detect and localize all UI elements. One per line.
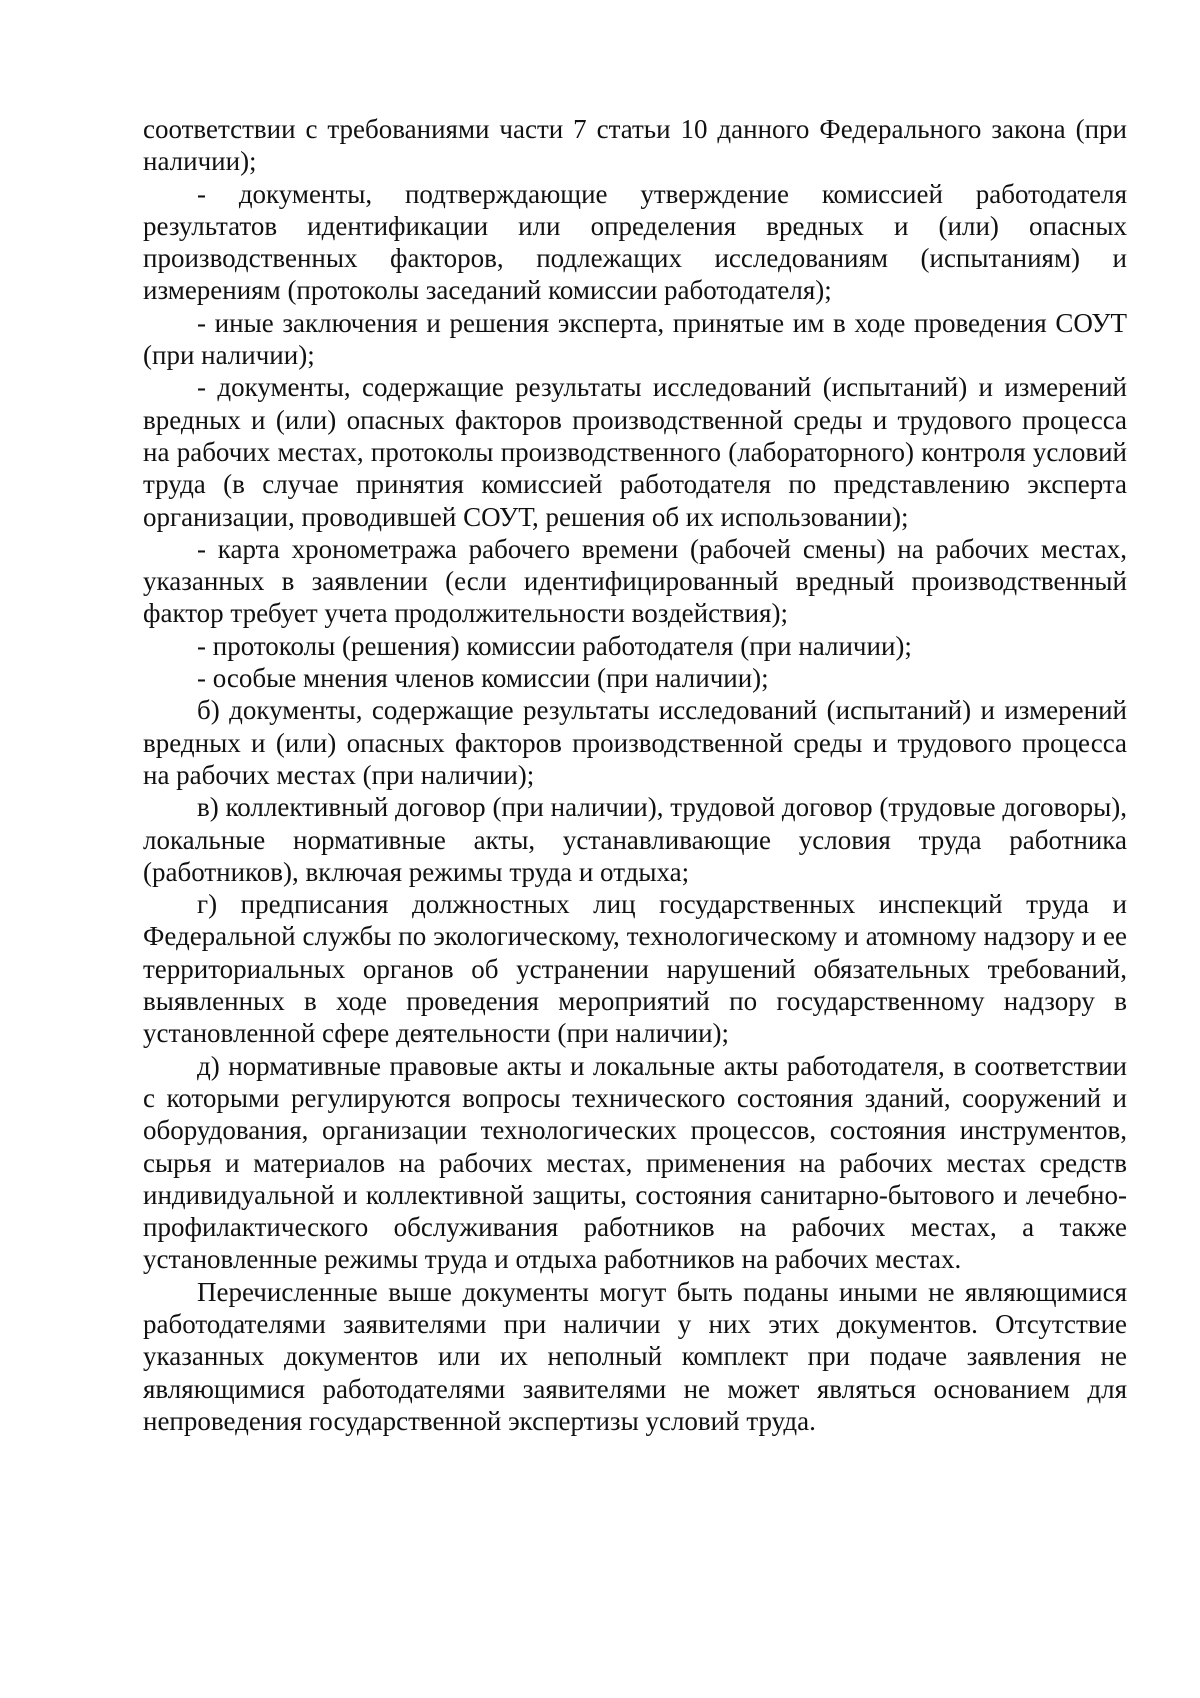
paragraph-continuation: соответствии с требованиями части 7 статьи 10 данного Федерального закона (при наличии); — [143, 114, 1127, 177]
paragraph-expert-conclusions: - иные заключения и решения эксперта, принятые им в ходе проведения СОУТ (при наличии); — [143, 307, 1127, 371]
paragraph-item-g: г) предписания должностных лиц государственных инспекций труда и Федеральной службы по экологическому, технологическому и атомному надзору и ее территориальных органов об устранении нарушений обязательных требований, выявленных в ходе проведения мероприятий по государственному надзору в установленной сфере деятельности (при наличии); — [143, 889, 1127, 1049]
paragraph-item-v: в) коллективный договор (при наличии), трудовой договор (трудовые договоры), локальные нормативные акты, устанавливающие условия труда работника (работников), включая режимы труда и отдыха; — [143, 792, 1127, 887]
paragraph-special-opinions: - особые мнения членов комиссии (при наличии); — [197, 663, 769, 694]
paragraph-closing-note: Перечисленные выше документы могут быть поданы иными не являющимися работодателями заявителями при наличии у них этих документов. Отсутствие указанных документов или их неполный комплект при подаче заявления не являющимися работодателями заявителями не может являться основанием для непроведения государственной экспертизы условий труда. — [143, 1276, 1127, 1436]
paragraph-research-results: - документы, содержащие результаты исследований (испытаний) и измерений вредных и (или) опасных факторов производственной среды и трудового процесса на рабочих местах, протоколы производственного (лабораторного) контроля условий труда (в случае принятия комиссией работодателя по представлению эксперта организации, проводившей СОУТ, решения об их использовании); — [143, 372, 1127, 532]
paragraph-item-d: д) нормативные правовые акты и локальные акты работодателя, в соответствии с которыми регулируются вопросы технического состояния зданий, сооружений и оборудования, организации технологических процессов, состояния инструментов, сырья и материалов на рабочих местах, применения на рабочих местах средств индивидуальной и коллективной защиты, состояния санитарно-бытового и лечебно-профилактического обслуживания работников на рабочих местах, а также установленные режимы труда и отдыха работников на рабочих местах. — [143, 1050, 1127, 1275]
paragraph-commission-approval: - документы, подтверждающие утверждение комиссией работодателя результатов идентификации или определения вредных и (или) опасных производственных факторов, подлежащих исследованиям (испытаниям) и измерениям (протоколы заседаний комиссии работодателя); — [143, 178, 1127, 306]
paragraph-commission-protocols: - протоколы (решения) комиссии работодателя (при наличии); — [197, 630, 912, 661]
document-page — [143, 113, 1127, 1437]
paragraph-timing-map: - карта хронометража рабочего времени (рабочей смены) на рабочих местах, указанных в заявлении (если идентифицированный вредный производственный фактор требует учета продолжительности воздействия); — [143, 533, 1127, 629]
paragraph-item-b: б) документы, содержащие результаты исследований (испытаний) и измерений вредных и (или) опасных факторов производственной среды и трудового процесса на рабочих местах (при наличии); — [143, 695, 1127, 790]
